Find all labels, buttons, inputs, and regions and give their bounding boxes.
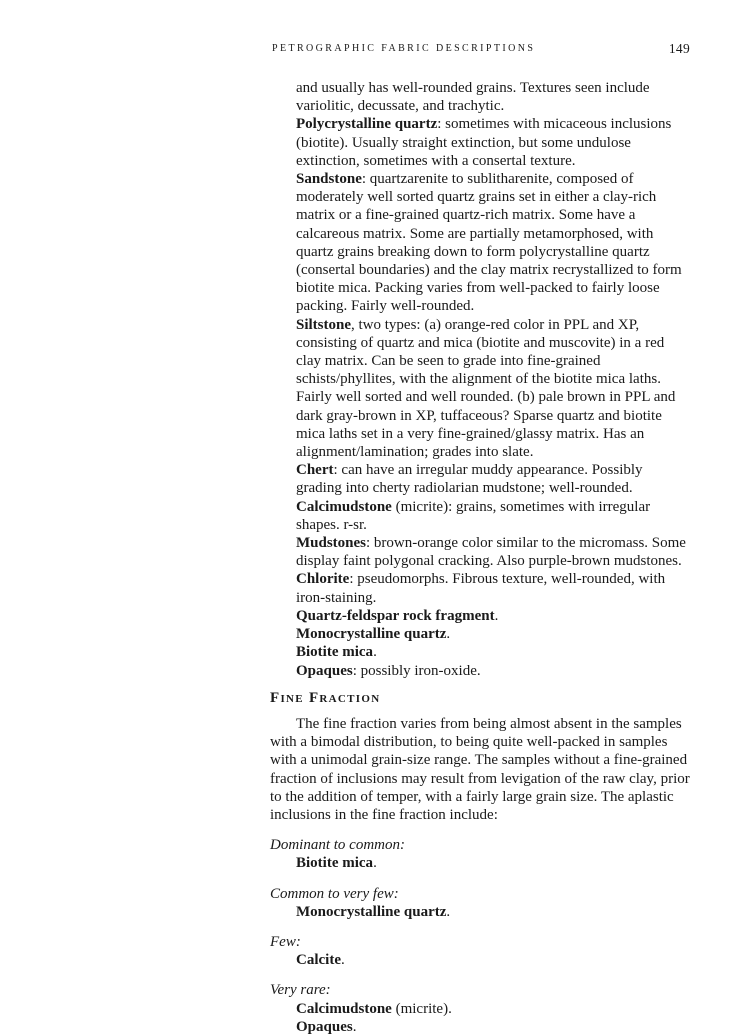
term: Mudstones bbox=[296, 535, 367, 552]
term: Calcite bbox=[296, 952, 341, 969]
description: (micrite): grains, sometimes with irregular shapes. r-sr. bbox=[296, 498, 651, 533]
description: : brown-orange color similar to the micromass. Some display faint polygonal cracking. Also purple-brown mudstones. bbox=[296, 535, 686, 570]
list-item bbox=[296, 461, 692, 497]
term: Calcimudstone bbox=[296, 498, 392, 515]
term: Calcimudstone bbox=[296, 1000, 392, 1017]
term: Sandstone bbox=[296, 171, 362, 188]
description: . bbox=[446, 626, 451, 643]
description: . bbox=[446, 903, 451, 920]
description: : possibly iron-oxide. bbox=[352, 662, 481, 679]
term: Chert bbox=[296, 462, 334, 479]
running-head-title: PETROGRAPHIC FABRIC DESCRIPTIONS bbox=[272, 43, 536, 54]
list-item bbox=[296, 662, 692, 680]
abundance-heading: Very rare: bbox=[270, 982, 331, 999]
body-text bbox=[270, 79, 692, 1036]
list-item bbox=[296, 643, 692, 661]
description: . bbox=[352, 1018, 357, 1035]
abundance-heading: Common to very few: bbox=[270, 885, 399, 902]
list-item bbox=[296, 854, 692, 872]
list-item bbox=[296, 115, 692, 170]
list-item bbox=[296, 1000, 692, 1018]
list-item bbox=[296, 1018, 692, 1036]
description: . bbox=[494, 607, 499, 624]
list-item bbox=[296, 607, 692, 625]
list-item bbox=[296, 570, 692, 606]
page-number: 149 bbox=[668, 41, 690, 56]
description: : pseudomorphs. Fibrous texture, well-rounded, with iron-staining. bbox=[296, 571, 666, 606]
term: Monocrystalline quartz bbox=[296, 903, 447, 920]
term: Quartz-feldspar rock fragment bbox=[296, 607, 495, 624]
description: : can have an irregular muddy appearance. Possibly grading into cherty radiolarian mudstone; well-rounded. bbox=[296, 462, 643, 497]
term: Opaques bbox=[296, 662, 353, 679]
continued-paragraph: and usually has well-rounded grains. Textures seen include variolitic, decussate, and trachytic. bbox=[296, 80, 650, 115]
abundance-group-few bbox=[270, 933, 692, 969]
description: . bbox=[373, 644, 377, 661]
list-item bbox=[296, 903, 692, 921]
description: : sometimes with micaceous inclusions (biotite). Usually straight extinction, but some undulose extinction, sometimes with a consertal texture. bbox=[296, 116, 672, 169]
running-head bbox=[272, 43, 690, 59]
list-item bbox=[296, 534, 692, 570]
abundance-group-dominant bbox=[270, 836, 692, 872]
section-heading: Fine Fraction bbox=[270, 689, 381, 706]
list-item bbox=[296, 951, 692, 969]
term: Siltstone bbox=[296, 316, 352, 333]
description: , two types: (a) orange-red color in PPL and XP, consisting of quartz and mica (biotite and muscovite) in a red clay matrix. Can be seen to grade into fine-grained schists/phyllites, with the alignment of the biotite mica laths. Fairly well sorted and well rounded. (b) pale brown in PPL and dark gray-brown in XP, tuffaceous? Sparse quartz and biotite mica laths set in a very fine-grained/glassy matrix. Has an alignment/lamination; grades into slate. bbox=[296, 316, 676, 461]
term: Chlorite bbox=[296, 571, 350, 588]
term: Polycrystalline quartz bbox=[296, 116, 438, 133]
abundance-group-common bbox=[270, 885, 692, 921]
term: Monocrystalline quartz bbox=[296, 626, 447, 643]
term: Biotite mica bbox=[296, 855, 374, 872]
abundance-group-very-rare bbox=[270, 981, 692, 1036]
list-item bbox=[296, 170, 692, 316]
description: . bbox=[340, 952, 345, 969]
list-item bbox=[296, 625, 692, 643]
description: . bbox=[373, 855, 377, 872]
list-item bbox=[296, 316, 692, 462]
term: Opaques bbox=[296, 1018, 353, 1035]
description: (micrite). bbox=[391, 1000, 452, 1017]
abundance-heading: Dominant to common: bbox=[270, 837, 405, 854]
description: : quartzarenite to sublitharenite, composed of moderately well sorted quartz grains set in either a clay-rich matrix or a fine-grained quartz-rich matrix. Some have a calcareous matrix. Some are partially metamorphosed, with quartz grains breaking down to form polycrystalline quartz (consertal boundaries) and the clay matrix recrystallized to form biotite mica. Packing varies from well-packed to fairly loose packing. Fairly well-rounded. bbox=[296, 171, 682, 315]
inclusion-list bbox=[270, 115, 692, 679]
section-paragraph: The fine fraction varies from being almost absent in the samples with a bimodal distribution, to being quite well-packed in samples with a unimodal grain-size range. The samples without a fine-grained fraction of inclusions may result from levigation of the raw clay, prior to the addition of temper, with a fairly large grain size. The aplastic inclusions in the fine fraction include: bbox=[270, 715, 690, 823]
abundance-heading: Few: bbox=[270, 933, 301, 950]
term: Biotite mica bbox=[296, 644, 374, 661]
list-item bbox=[296, 498, 692, 534]
